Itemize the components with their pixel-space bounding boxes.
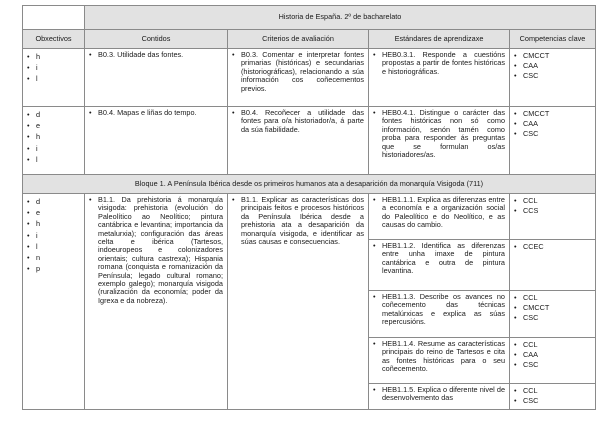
criterio-text: B1.1. Explicar as características dos principais feitos e procesos históricos da Península Ibérica desde a prehistoria ata a desaparición da monarquía visigoda, e identificar as súas causas e consecuencias. [241, 195, 364, 247]
criterio-cell: • B0.4. Recoñecer a utilidade das fontes para o/a historiador/a, á parte da súa fiabilidade. [228, 107, 369, 175]
contido-cell: • B0.4. Mapas e liñas do tempo. [85, 107, 228, 175]
competencia-item: CCL [523, 340, 538, 349]
estandar-cell: • HEB1.1.3. Describe os avances no coñecemento das técnicas metalúrxicas e explica as súas repercusións. [369, 291, 510, 338]
contido-text: B0.3. Utilidade das fontes. [98, 50, 184, 59]
header-estandares: Estándares de aprendizaxe [369, 30, 510, 49]
estandar-text: HEB1.1.4. Resume as características principais do reino de Tartesos e cita as fontes históricas para o seu coñecemento. [382, 339, 505, 374]
header-contidos: Contidos [85, 30, 228, 49]
competencias-cell: • CMCCT • CAA • CSC [510, 49, 596, 107]
competencias-cell: • CMCCT • CAA • CSC [510, 107, 596, 175]
header-row [23, 30, 596, 49]
competencia-item: CAA [523, 119, 539, 128]
competencias-cell: • CCEC [510, 240, 596, 291]
contido-text: B1.1. Da prehistoria á monarquía visigoda: prehistoria (evolución do Paleolítico ao Neolítico; pintura cantábrica e levantina; importancia da metalurxia); configuración das áreas celta e ibérica (Tartesos, indoeuropeos e colonizadores orientais; cultura castrexa); Hispania romana (conquista e romanización da Península; legado cultural romano; exemplo galego); monarquía visigoda (ruralización da economía; poder da Igrexa e da nobreza). [98, 195, 223, 305]
estandar-cell: • HEB1.1.5. Explica o diferente nivel de desenvolvemento das [369, 384, 510, 410]
estandar-text: HEB1.1.1. Explica as diferenzas entre a economía e a organización social do Paleolítico e do Neolítico, e as causas do cambio. [382, 195, 505, 230]
estandar-cell: • HEB1.1.2. Identifica as diferenzas entre unha imaxe de pintura cantábrica e outra de pintura levantina. [369, 240, 510, 291]
obxectivos-cell: • d • e • h • i • l [23, 107, 85, 175]
criterio-cell: • B1.1. Explicar as características dos principais feitos e procesos históricos da Península Ibérica desde a prehistoria ata a desaparición da monarquía visigoda, e identificar as súas causas e consecuencias. [228, 194, 369, 410]
obxectivos-cell: • h • i • l [23, 49, 85, 107]
obxectivo-item: h [36, 52, 41, 61]
obxectivo-item: l [36, 74, 38, 84]
obxectivo-item: i [36, 143, 38, 153]
obxectivo-item: l [36, 154, 38, 164]
obxectivo-item: i [36, 63, 38, 73]
estandar-text: HEB1.1.2. Identifica as diferenzas entre unha imaxe de pintura cantábrica e outra de pintura levantina. [382, 241, 505, 276]
estandar-cell: • HEB0.3.1. Responde a cuestións propostas a partir de fontes históricas e historiográficas. [369, 49, 510, 107]
competencia-item: CAA [523, 350, 539, 359]
competencias-cell: • CCL • CCS [510, 194, 596, 240]
header-competencias: Competencias clave [510, 30, 596, 49]
estandar-text: HEB1.1.3. Describe os avances no coñecemento das técnicas metalúrxicas e explica as súas repercusións. [382, 292, 505, 327]
obxectivo-item: n [36, 253, 41, 263]
competencia-item: CCL [523, 293, 538, 302]
competencia-item: CSC [523, 71, 539, 80]
estandar-cell: • HEB1.1.4. Resume as características principais do reino de Tartesos e cita as fontes históricas para o seu coñecemento. [369, 338, 510, 384]
contido-cell: • B0.3. Utilidade das fontes. [85, 49, 228, 107]
estandar-text: HEB0.4.1. Distingue o carácter das fontes históricas non só como información, senón tamén como proba para responder ás preguntas que se formulan os/as historiadores/as. [382, 108, 505, 160]
competencia-item: CCEC [523, 242, 544, 251]
obxectivo-item: d [36, 110, 41, 119]
competencia-item: CCS [523, 206, 539, 215]
obxectivo-item: h [36, 132, 41, 142]
obxectivo-item: h [36, 219, 41, 229]
competencia-item: CSC [523, 396, 539, 405]
competencia-item: CSC [523, 129, 539, 138]
table-row [23, 49, 596, 107]
obxectivo-item: d [36, 197, 41, 206]
title-row [23, 6, 596, 30]
obxectivo-item: l [36, 241, 38, 251]
obxectivo-item: e [36, 208, 41, 218]
header-obxectivos: Obxectivos [23, 30, 85, 49]
table-row [23, 194, 596, 240]
estandar-cell: • HEB0.4.1. Distingue o carácter das fontes históricas non só como información, senón tamén como proba para responder ás preguntas que se formulan os/as historiadores/as. [369, 107, 510, 175]
competencia-item: CAA [523, 61, 539, 70]
estandar-text: HEB1.1.5. Explica o diferente nivel de desenvolvemento das [382, 385, 505, 403]
title-blank-cell [23, 6, 85, 30]
estandar-text: HEB0.3.1. Responde a cuestións propostas a partir de fontes históricas e historiográficas. [382, 50, 505, 76]
competencias-cell: • CCL • CSC [510, 384, 596, 410]
block-title: Bloque 1. A Península Ibérica desde os primeiros humanos ata a desaparición da monarquía Visigoda (711) [23, 175, 596, 194]
contido-text: B0.4. Mapas e liñas do tempo. [98, 108, 197, 117]
criterio-text: B0.3. Comentar e interpretar fontes primarias (históricas) e secundarias (historiográficas), relacionando a súa información cos coñecementos previos. [241, 50, 364, 93]
competencia-item: CCL [523, 196, 538, 205]
competencia-item: CCL [523, 386, 538, 395]
criterio-cell: • B0.3. Comentar e interpretar fontes primarias (históricas) e secundarias (historiográficas), relacionando a súa información cos coñecementos previos. [228, 49, 369, 107]
criterio-text: B0.4. Recoñecer a utilidade das fontes para o/a historiador/a, á parte da súa fiabilidade. [241, 108, 364, 134]
table-row [23, 107, 596, 175]
competencia-item: CMCCT [523, 109, 550, 118]
header-criterios: Criterios de avaliación [228, 30, 369, 49]
competencia-item: CMCCT [523, 51, 550, 60]
block-row [23, 175, 596, 194]
contido-cell: • B1.1. Da prehistoria á monarquía visigoda: prehistoria (evolución do Paleolítico ao Neolítico; pintura cantábrica e levantina; importancia da metalurxia); configuración das áreas celta e ibérica (Tartesos, indoeuropeos e colonizadores orientais; cultura castrexa); Hispania romana (conquista e romanización da Península; legado cultural romano; exemplo galego); monarquía visigoda (ruralización da economía; poder da Igrexa e da nobreza). [85, 194, 228, 410]
curriculum-table [22, 5, 596, 410]
competencia-item: CMCCT [523, 303, 550, 312]
estandar-cell: • HEB1.1.1. Explica as diferenzas entre a economía e a organización social do Paleolítico e do Neolítico, e as causas do cambio. [369, 194, 510, 240]
competencia-item: CSC [523, 360, 539, 369]
competencias-cell: • CCL • CMCCT • CSC [510, 291, 596, 338]
obxectivo-item: i [36, 230, 38, 240]
obxectivos-cell: • d • e • h • i • l • n • p [23, 194, 85, 410]
obxectivo-item: e [36, 121, 41, 131]
competencia-item: CSC [523, 313, 539, 322]
competencias-cell: • CCL • CAA • CSC [510, 338, 596, 384]
table-title: Historia de España. 2º de bacharelato [85, 6, 596, 30]
obxectivo-item: p [36, 264, 41, 274]
